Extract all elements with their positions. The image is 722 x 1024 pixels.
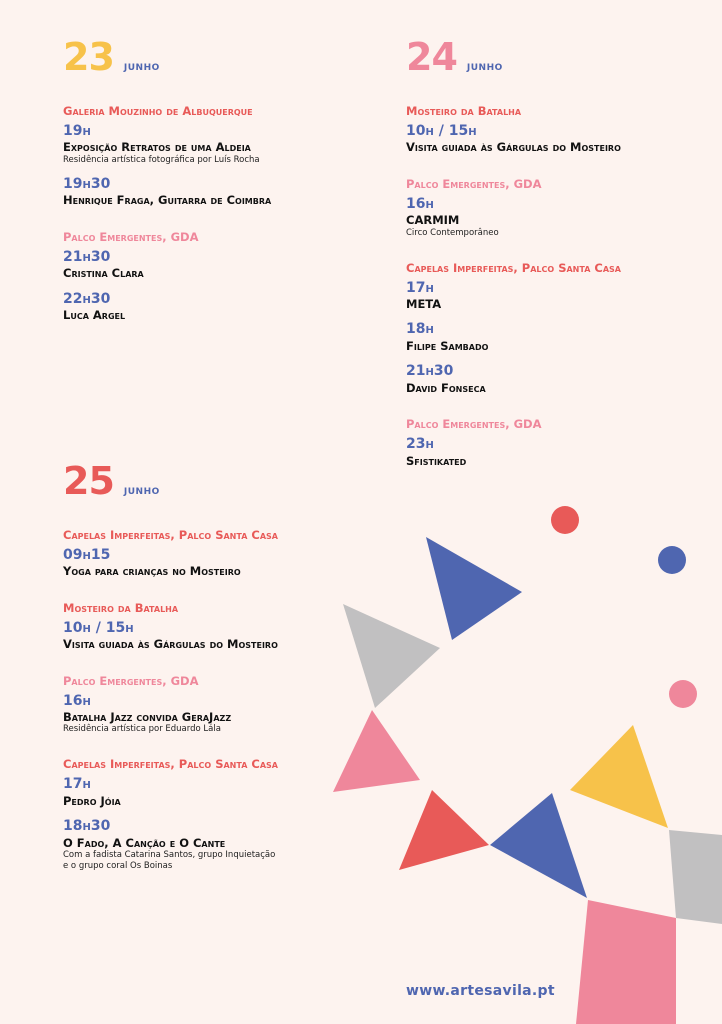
day-24-header [406, 35, 706, 82]
day-23-header [63, 35, 363, 82]
event-time: 19h30 [63, 175, 111, 192]
event-item [406, 321, 706, 353]
event-item [63, 249, 363, 281]
event-title: Luca Argel [63, 308, 126, 323]
event-subtitle: Com a fadista Catarina Santos, grupo Inquietação [63, 850, 276, 861]
event-time: 22h30 [63, 290, 111, 307]
event-title: Sfistikated [406, 453, 467, 468]
red-dot [551, 506, 579, 534]
day-number: 24 [406, 35, 457, 79]
blue-dot [658, 546, 686, 574]
venue-label: Palco Emergentes, GDA [63, 673, 199, 688]
day-number: 25 [63, 459, 114, 503]
grey-block [669, 830, 722, 924]
event-item [63, 818, 393, 872]
event-time: 10h / 15h [406, 122, 477, 139]
red-triangle [399, 790, 489, 870]
pink-band [576, 900, 676, 1024]
venue-label: Mosteiro da Batalha [406, 104, 522, 118]
event-title: Pedro Jóia [63, 793, 121, 808]
event-title: META [406, 297, 442, 312]
event-subtitle: Residência artística por Eduardo Lála [63, 724, 221, 735]
event-item [406, 280, 706, 312]
event-subtitle: e o grupo coral Os Boinas [63, 861, 173, 872]
event-title: Yoga para crianças no Mosteiro [63, 564, 241, 579]
event-item [406, 196, 706, 239]
venue-label: Galeria Mouzinho de Albuquerque [63, 104, 253, 118]
event-subtitle: Residência artística fotográfica por Luís Rocha [63, 154, 260, 165]
day-25-header [63, 459, 393, 506]
event-time: 16h [63, 692, 91, 709]
event-item [63, 291, 363, 323]
event-title: Visita guiada às Gárgulas do Mosteiro [406, 140, 621, 155]
venue-label: Mosteiro da Batalha [63, 600, 179, 615]
event-item [63, 547, 393, 579]
event-title: Batalha Jazz convida GeraJazz [63, 710, 232, 725]
day-number: 23 [63, 35, 114, 79]
day-month: junho [123, 483, 160, 498]
event-time: 16h [406, 195, 434, 212]
day-23-column [63, 35, 363, 332]
event-title: Exposição Retratos de uma Aldeia [63, 140, 251, 155]
event-title: CARMIM [406, 213, 460, 228]
pink-dot [669, 680, 697, 708]
event-time: 23h [406, 436, 434, 453]
blue-triangle [426, 537, 522, 640]
event-item [63, 620, 393, 652]
event-title: David Fonseca [406, 380, 486, 395]
event-time: 19h [63, 122, 91, 139]
event-item [63, 776, 393, 808]
event-item [406, 123, 706, 155]
event-time: 17h [63, 776, 91, 793]
venue-label: Palco Emergentes, GDA [406, 176, 542, 191]
event-time: 10h / 15h [63, 619, 134, 636]
yellow-triangle [570, 725, 668, 828]
blue-triangle-2 [490, 793, 587, 898]
event-title: Filipe Sambado [406, 338, 489, 353]
venue-label: Palco Emergentes, GDA [406, 417, 542, 432]
event-time: 21h30 [63, 248, 111, 265]
event-item [63, 123, 363, 166]
event-subtitle: Circo Contemporâneo [406, 227, 499, 238]
day-24-column [406, 35, 706, 478]
event-title: Visita guiada às Gárgulas do Mosteiro [63, 637, 278, 652]
event-time: 09h15 [63, 546, 111, 563]
day-month: junho [123, 59, 160, 74]
event-item [406, 436, 706, 468]
event-title: O Fado, A Canção e O Cante [63, 835, 226, 850]
event-item [63, 176, 363, 208]
event-time: 21h30 [406, 363, 454, 380]
event-time: 18h30 [63, 818, 111, 835]
venue-label: Capelas Imperfeitas, Palco Santa Casa [406, 260, 621, 275]
event-title: Henrique Fraga, Guitarra de Coimbra [63, 193, 272, 208]
day-25-column [63, 459, 393, 882]
venue-label: Palco Emergentes, GDA [63, 229, 199, 244]
day-month: junho [466, 59, 503, 74]
venue-label: Capelas Imperfeitas, Palco Santa Casa [63, 757, 278, 772]
event-item [63, 693, 393, 736]
event-item [406, 363, 706, 395]
event-title: Cristina Clara [63, 266, 144, 281]
website-link[interactable]: www.artesavila.pt [406, 983, 555, 999]
event-time: 17h [406, 279, 434, 296]
venue-label: Capelas Imperfeitas, Palco Santa Casa [63, 528, 278, 542]
event-time: 18h [406, 321, 434, 338]
